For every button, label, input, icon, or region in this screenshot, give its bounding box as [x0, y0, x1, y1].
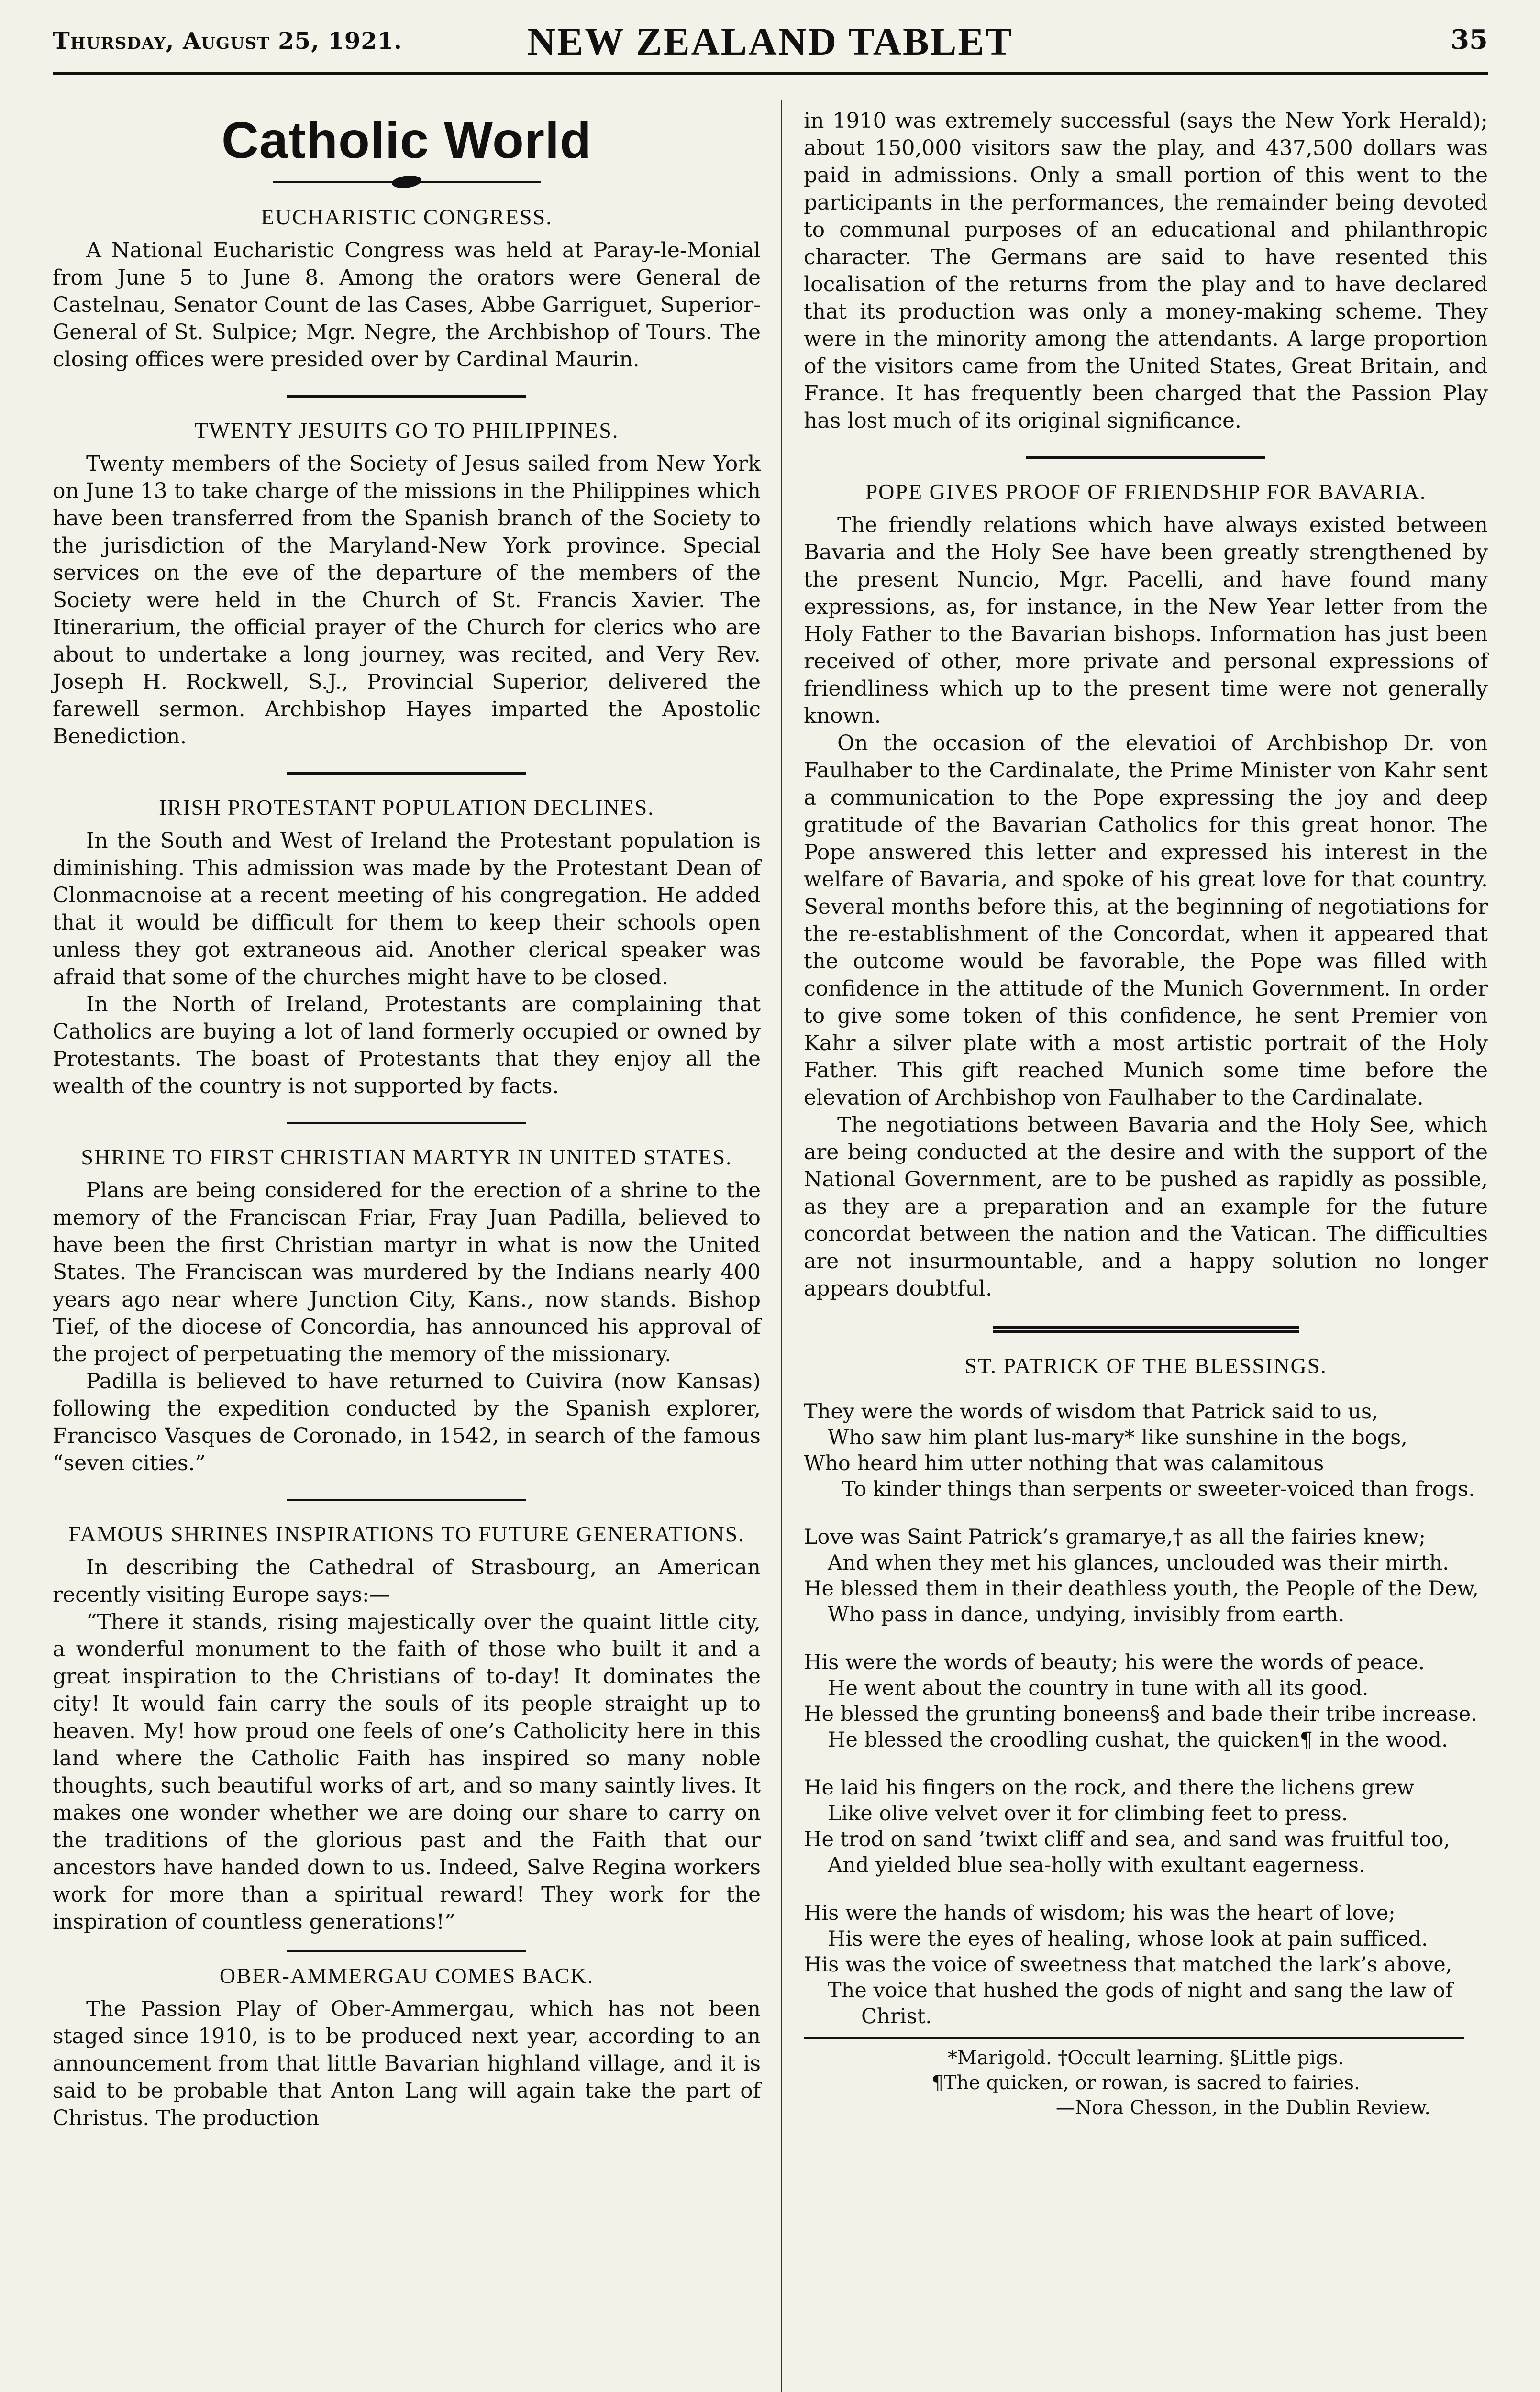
- article-title: OBER-AMMERGAU COMES BACK.: [219, 1963, 594, 1988]
- poem-line: To kinder things than serpents or sweeter-voiced than frogs.: [842, 1477, 1475, 1501]
- article-paragraph: A National Eucharistic Congress was held at Paray-le-Monial from June 5 to June 8. Among the orators were General de Castelnau, Senator Count de las Cases, Abbe Garriguet, Superior-General of St. Sulpice; Mgr. Negre, the Archbishop of Tours. The closing offices were presided over by Cardinal Maurin.: [53, 238, 761, 372]
- article-paragraph: In the South and West of Ireland the Protestant population is diminishing. This admission was made by the Protestant Dean of Clonmacnoise at a recent meeting of his congregation. He added that it would be difficult for them to keep their schools open unless they got extraneous aid. Another clerical speaker was afraid that some of the churches might have to be closed.: [53, 829, 761, 989]
- page-header: [53, 19, 1488, 77]
- article-paragraph: In describing the Cathedral of Strasbourg, an American recently visiting Europe says:—: [53, 1555, 761, 1607]
- right-column: [804, 100, 1488, 2120]
- article-separator: [287, 1950, 526, 1952]
- article-separator: [1026, 456, 1265, 459]
- article-paragraph: The friendly relations which have always existed between Bavaria and the Holy See have been greatly strengthened by the present Nuncio, Mgr. Pacelli, and have found many expressions, as, for instance, in the New Year letter from the Holy Father to the Bavarian bishops. Information has just been received of other, more private and personal expressions of friendliness which up to the present time were not generally known.: [804, 513, 1488, 728]
- article-separator: [287, 1499, 526, 1501]
- poem-line: Like olive velvet over it for climbing feet to press.: [828, 1802, 1348, 1826]
- section-masthead: Catholic World: [221, 111, 592, 169]
- article-continuation: in 1910 was extremely successful (says the New York Herald); about 150,000 visitors saw the play, and 437,500 dollars was paid in admissions. Only a small portion of this went to the participants in the performances, the remainder being devoted to communal purposes of an educational and philanthropic character. The Germans are said to have resented this localisation of the returns from the play and to have declared that its production was only a money-making scheme. They were in the minority among the attendants. A large proportion of the visitors came from the United States, Great Britain, and France. It has frequently been charged that the Passion Play has lost much of its original significance.: [804, 109, 1488, 433]
- poem-footnote: ¶The quicken, or rowan, is sacred to fairies.: [931, 2072, 1360, 2094]
- poem-line: Love was Saint Patrick’s gramarye,† as all the fairies knew;: [804, 1525, 1426, 1549]
- poem-line: He blessed the grunting boneens§ and bade their tribe increase.: [804, 1702, 1477, 1726]
- article-title: FAMOUS SHRINES INSPIRATIONS TO FUTURE GENERATIONS.: [68, 1522, 745, 1546]
- article-paragraph: Plans are being considered for the erection of a shrine to the memory of the Franciscan Friar, Fray Juan Padilla, believed to have been the first Christian martyr in what is now the United States. The Franciscan was murdered by the Indians nearly 400 years ago near where Junction City, Kans., now stands. Bishop Tief, of the diocese of Concordia, has announced his approval of the project of perpetuating the memory of the missionary.: [53, 1178, 761, 1366]
- header-rule: [53, 72, 1488, 75]
- poem-line: They were the words of wisdom that Patrick said to us,: [804, 1400, 1378, 1424]
- poem-line: He blessed them in their deathless youth, the People of the Dew,: [804, 1577, 1479, 1601]
- poem: [804, 1399, 1488, 2029]
- poem-stanza: [804, 1650, 1488, 1753]
- article-separator: [287, 395, 526, 398]
- article-paragraph: On the occasion of the elevatioi of Archbishop Dr. von Faulhaber to the Cardinalate, the Prime Minister von Kahr sent a communication to the Pope expressing the joy and deep gratitude of the Bavarian Catholics for this great honor. The Pope answered this letter and expressed his interest in the welfare of Bavaria, and spoke of his great love for that country. Several months before this, at the beginning of negotiations for the re-establishment of the Concordat, when it appeared that the outcome would be favorable, the Pope was filled with confidence in the attitude of the Munich Government. In order to give some token of this confidence, he sent Premier von Kahr a silver plate with a most artistic portrait of the Holy Father. This gift reached Munich some time before the elevation of Archbishop von Faulhaber to the Cardinalate.: [804, 731, 1488, 1110]
- poem-line: His was the voice of sweetness that matched the lark’s above,: [804, 1953, 1452, 1977]
- poem-line: Who saw him plant lus-mary* like sunshine in the bogs,: [828, 1426, 1407, 1450]
- article-paragraph: “There it stands, rising majestically over the quaint little city, a wonderful monument to the faith of those who built it and a great inspiration to the Christians of to-day! It dominates the city! It would fain carry the souls of its people straight up to heaven. My! how proud one feels of one’s Catholicity here in this land where the Catholic Faith has inspired so many noble thoughts, such beautiful works of art, and so many saintly lives. It makes one wonder whether we are doing our share to carry on the traditions of the glorious past and the Faith that our ancestors have handed down to us. Indeed, Salve Regina workers work for more than a spiritual reward! They work for the inspiration of countless generations!”: [53, 1610, 761, 1934]
- poem-stanza: [804, 1900, 1488, 2029]
- masthead-ornament: [273, 175, 541, 189]
- page-number: 35: [1451, 24, 1488, 55]
- poem-stanza: [804, 1775, 1488, 1878]
- article-paragraph: The negotiations between Bavaria and the Holy See, which are being conducted at the desire and with the support of the National Government, are to be pushed as rapidly as possible, as they are a preparation and an example for the future concordat between the nation and the Vatican. The difficulties are not insurmountable, and a happy solution no longer appears doubtful.: [804, 1113, 1488, 1301]
- paper-title: NEW ZEALAND TABLET: [527, 20, 1013, 63]
- poem-line: He went about the country in tune with all its good.: [828, 1676, 1369, 1700]
- article-title: TWENTY JESUITS GO TO PHILIPPINES.: [194, 418, 619, 443]
- footnote-rule: [804, 2037, 1464, 2039]
- poem-line: Who pass in dance, undying, invisibly from earth.: [828, 1603, 1345, 1627]
- poem-footnote: *Marigold. †Occult learning. §Little pigs.: [948, 2047, 1344, 2069]
- article-paragraph: Padilla is believed to have returned to Cuivira (now Kansas) following the expedition conducted by the Spanish explorer, Francisco Vasques de Coronado, in 1542, in search of the famous “seven cities.”: [53, 1369, 761, 1475]
- poem-line: He laid his fingers on the rock, and there the lichens grew: [804, 1776, 1415, 1800]
- article-paragraph: The Passion Play of Ober-Ammergau, which has not been staged since 1910, is to be produced next year, according to an announcement from that little Bavarian highland village, and it is said to be probable that Anton Lang will again take the part of Christus. The production: [53, 1997, 761, 2130]
- article-paragraph: Twenty members of the Society of Jesus sailed from New York on June 13 to take charge of the missions in the Philippines which have been transferred from the Spanish branch of the Society to the jurisdiction of the Maryland-New York province. Special services on the eve of the departure of the members of the Society were held in the Church of St. Francis Xavier. The Itinerarium, the official prayer of the Church for clerics who are about to undertake a long journey, was recited, and Very Rev. Joseph H. Rockwell, S.J., Provincial Superior, delivered the farewell sermon. Archbishop Hayes imparted the Apostolic Benediction.: [53, 452, 761, 749]
- poem-line: The voice that hushed the gods of night and sang the law of Christ.: [828, 1979, 1453, 2028]
- left-column: [53, 100, 761, 2132]
- article-title: POPE GIVES PROOF OF FRIENDSHIP FOR BAVARIA.: [865, 479, 1427, 504]
- poem-line: Who heard him utter nothing that was calamitous: [804, 1451, 1324, 1475]
- poem-line: He trod on sand ’twixt cliff and sea, and sand was fruitful too,: [804, 1827, 1451, 1851]
- issue-date: Thursday, August 25, 1921.: [53, 28, 402, 55]
- poem-title: ST. PATRICK OF THE BLESSINGS.: [964, 1353, 1327, 1378]
- article-separator: [287, 772, 526, 775]
- poem-line: His were the hands of wisdom; his was the heart of love;: [804, 1901, 1396, 1925]
- poem-stanza: [804, 1524, 1488, 1628]
- poem-line: His were the words of beauty; his were the words of peace.: [804, 1650, 1425, 1674]
- poem-line: He blessed the croodling cushat, the quicken¶ in the wood.: [828, 1728, 1448, 1752]
- poem-signature: —Nora Chesson, in the Dublin Review.: [1055, 2097, 1430, 2119]
- article-title: EUCHARISTIC CONGRESS.: [261, 205, 553, 229]
- poem-line: And yielded blue sea-holly with exultant eagerness.: [828, 1853, 1365, 1877]
- article-title: IRISH PROTESTANT POPULATION DECLINES.: [159, 795, 654, 819]
- poem-stanza: [804, 1399, 1488, 1502]
- article-title: SHRINE TO FIRST CHRISTIAN MARTYR IN UNITED STATES.: [81, 1145, 732, 1169]
- article-separator: [287, 1122, 526, 1124]
- poem-separator: [993, 1326, 1299, 1333]
- poem-line: His were the eyes of healing, whose look at pain sufficed.: [828, 1927, 1428, 1951]
- poem-line: And when they met his glances, unclouded was their mirth.: [828, 1551, 1449, 1575]
- article-paragraph: In the North of Ireland, Protestants are complaining that Catholics are buying a lot of land formerly occupied or owned by Protestants. The boast of Protestants that they enjoy all the wealth of the country is not supported by facts.: [53, 992, 761, 1098]
- column-divider: [781, 100, 782, 2392]
